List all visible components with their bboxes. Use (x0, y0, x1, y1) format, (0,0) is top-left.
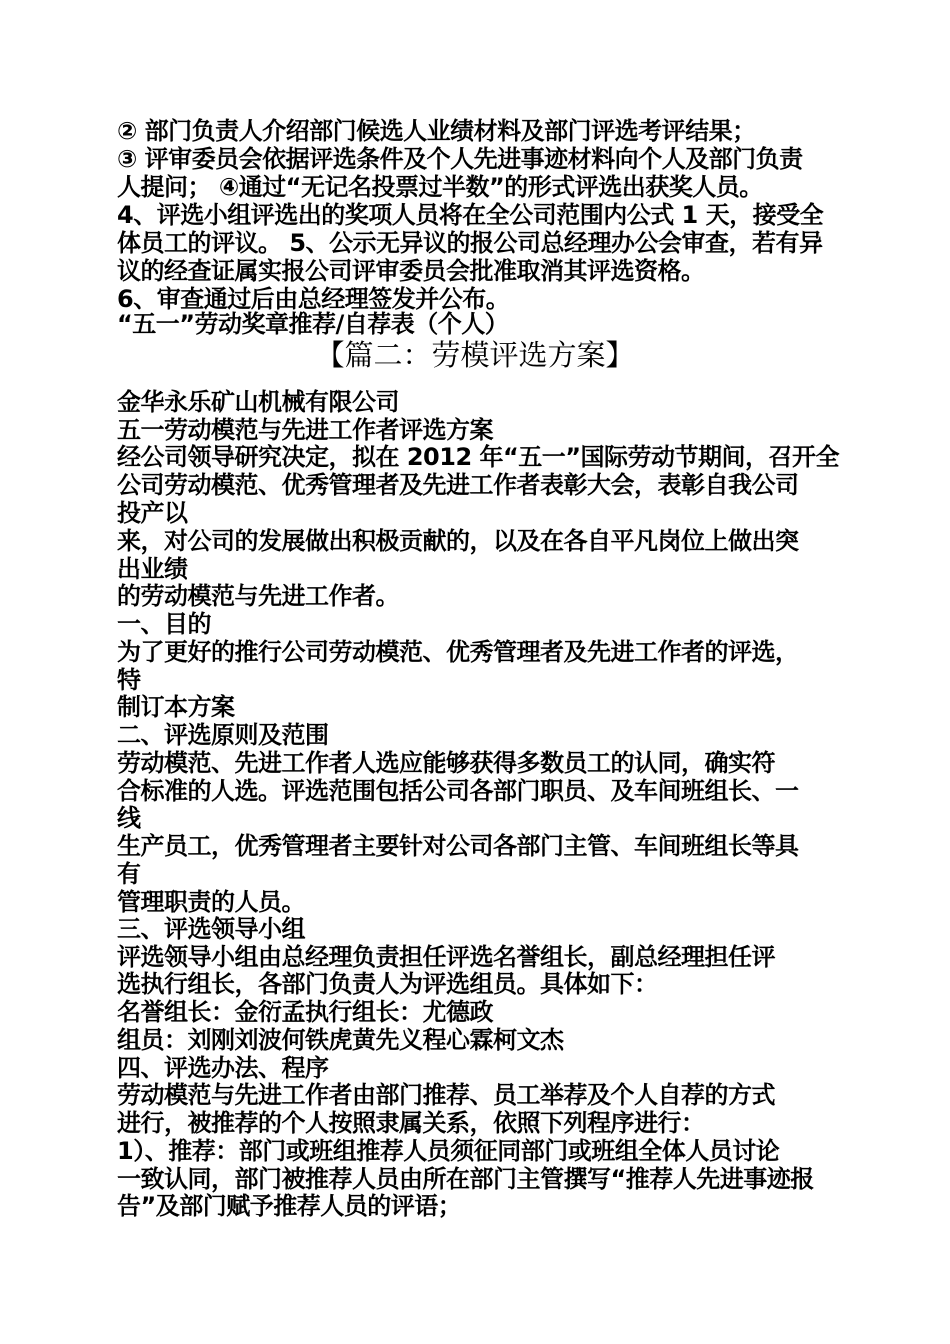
text-line: 1）、推荐：部门或班组推荐人员须征同部门或班组全体人员讨论 (117, 1137, 780, 1165)
text-line: 四、评选办法、程序 (117, 1054, 329, 1082)
text-line: “五一”劳动奖章推荐/自荐表（个人） (117, 310, 509, 338)
text-line: 劳动模范与先进工作者由部门推荐、员工举荐及个人自荐的方式 (117, 1081, 775, 1109)
text-line: 进行，被推荐的个人按照隶属关系，依照下列程序进行： (117, 1109, 705, 1137)
text-line: 告”及部门赋予推荐人员的评语； (117, 1192, 462, 1220)
text-line: 特 (117, 666, 141, 694)
text-line: 人提问； ④通过“无记名投票过半数”的形式评选出获奖人员。 (117, 173, 763, 201)
text-line: 体员工的评议。 5、公示无异议的报公司总经理办公会审查，若有异 (117, 229, 823, 257)
text-line: 制订本方案 (117, 693, 235, 721)
text-line: 为了更好的推行公司劳动模范、优秀管理者及先进工作者的评选， (117, 638, 799, 666)
text-line: 五一劳动模范与先进工作者评选方案 (117, 416, 493, 444)
text-line: 管理职责的人员。 (117, 888, 305, 916)
text-line: 评选领导小组由总经理负责担任评选名誉组长，副总经理担任评 (117, 943, 775, 971)
text-line: 的劳动模范与先进工作者。 (117, 582, 399, 610)
text-line: 经公司领导研究决定，拟在 2012 年“五一”国际劳动节期间，召开全 (117, 443, 840, 471)
text-line: 名誉组长：金衍孟执行组长：尤德政 (117, 998, 493, 1026)
text-line: 出业绩 (117, 555, 188, 583)
text-line: 三、评选领导小组 (117, 915, 305, 943)
text-line: ② 部门负责人介绍部门候选人业绩材料及部门评选考评结果； (117, 117, 756, 145)
text-line: 一致认同，部门被推荐人员由所在部门主管撰写“推荐人先进事迹报 (117, 1165, 814, 1193)
text-line: 一、目的 (117, 610, 211, 638)
text-line: 6、审查通过后由总经理签发并公布。 (117, 285, 510, 313)
text-line: ③ 评审委员会依据评选条件及个人先进事迹材料向个人及部门负责 (117, 145, 803, 173)
section-heading: 【篇二：劳模评选方案】 (315, 338, 635, 372)
text-line: 投产以 (117, 499, 188, 527)
text-line: 金华永乐矿山机械有限公司 (117, 388, 399, 416)
text-line: 来，对公司的发展做出积极贡献的，以及在各自平凡岗位上做出突 (117, 527, 799, 555)
text-line: 线 (117, 804, 141, 832)
text-line: 公司劳动模范、优秀管理者及先进工作者表彰大会，表彰自我公司 (117, 471, 799, 499)
text-line: 组员：刘刚刘波何铁虎黄先义程心霖柯文杰 (117, 1026, 564, 1054)
text-line: 二、评选原则及范围 (117, 721, 329, 749)
text-line: 合标准的人选。评选范围包括公司各部门职员、及车间班组长、一 (117, 777, 799, 805)
text-line: 生产员工，优秀管理者主要针对公司各部门主管、车间班组长等具 (117, 832, 799, 860)
text-line: 劳动模范、先进工作者人选应能够获得多数员工的认同，确实符 (117, 749, 775, 777)
text-line: 有 (117, 860, 141, 888)
text-line: 选执行组长，各部门负责人为评选组员。具体如下： (117, 970, 658, 998)
text-line: 4、评选小组评选出的奖项人员将在全公司范围内公式 1 天，接受全 (117, 201, 824, 229)
text-line: 议的经查证属实报公司评审委员会批准取消其评选资格。 (117, 257, 705, 285)
